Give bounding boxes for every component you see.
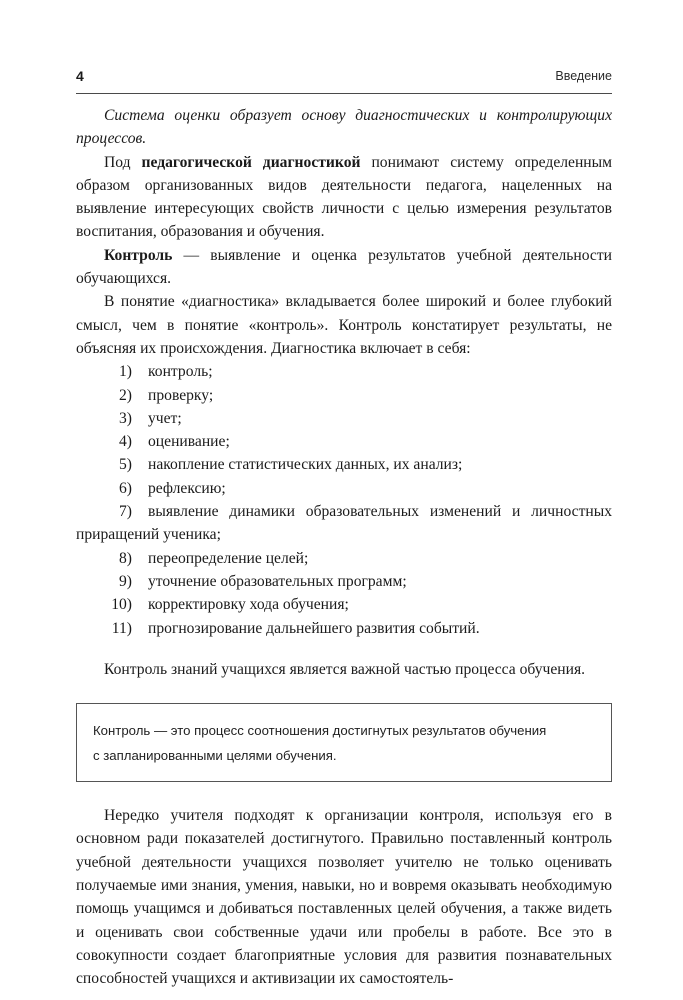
list-item-number: 10) (111, 596, 132, 614)
list-item (76, 477, 612, 500)
list-item (76, 570, 612, 593)
para2-bold-term: педагогической диагностикой (141, 153, 361, 171)
list-item (76, 547, 612, 570)
list-item-label: оценивание; (148, 433, 230, 451)
paragraph-teachers-approach: Нередко учителя подходят к организации контроля, используя его в основном ради показателей достигнутого. Правильно поставленный контроль учебной деятельности учащихся позволяет учителю не только оценивать получаемые ими знания, умения, навыки, но и вовремя оказывать необходимую помощь учащимся и добиваться поставленных целей обучения, а также видеть и оценивать свои собственные удачи или пробелы в работе. Все это в совокупности создает благоприятные условия для развития познавательных способностей учащихся и активизации их самостоятель- (76, 807, 612, 988)
list-item-label: контроль; (148, 363, 213, 381)
list-item-number: 2) (119, 386, 132, 404)
paragraph-pedagogical-diagnostics (76, 151, 612, 244)
list-item-label: учет; (148, 409, 182, 427)
page-number: 4 (76, 68, 84, 84)
list-item-number: 4) (119, 433, 132, 451)
list-item (76, 360, 612, 383)
list-item-label: корректировку хода обучения; (148, 596, 349, 614)
list-item (76, 453, 612, 476)
running-head-title: Введение (555, 69, 612, 83)
list-item (76, 384, 612, 407)
spacer (76, 681, 612, 703)
para2-lead: Под (104, 153, 142, 171)
list-item-number: 8) (119, 549, 132, 567)
list-item-label: выявление динамики образовательных изменений и личностных приращений ученика; (76, 503, 612, 544)
list-item-number: 5) (119, 456, 132, 474)
callout-line-1: Контроль — это процесс соотношения достигнутых результатов обучения (93, 723, 547, 739)
paragraph-control-importance: Контроль знаний учащихся является важной частью процесса обучения. (104, 660, 586, 678)
list-item (76, 430, 612, 453)
list-item-label: проверку; (148, 386, 214, 404)
para3-rest: — выявление и оценка результатов учебной деятельности обучающихся. (76, 246, 612, 288)
para3-bold-term: Контроль (104, 246, 173, 264)
running-head-rule (76, 93, 612, 94)
paragraph-diagnostics-scope: В понятие «диагностика» вкладывается более широкий и более глубокий смысл, чем в понятие «контроль». Контроль констатирует результаты, не объясняя их происхождения. Диагностика включает в себя: (76, 293, 612, 357)
paragraph-italic-intro: Система оценки образует основу диагностических и контролирующих процессов. (76, 107, 612, 148)
list-item-label: рефлексию; (148, 479, 226, 497)
list-item-number: 6) (119, 479, 132, 497)
spacer (76, 640, 612, 658)
page-content-area (76, 0, 612, 1000)
running-head (76, 68, 612, 90)
list-item (76, 407, 612, 430)
paragraph-control-definition (76, 244, 612, 291)
list-item-number: 7) (119, 503, 132, 521)
list-item (76, 500, 612, 547)
diagnostics-components-list (76, 360, 612, 640)
list-item-label: прогнозирование дальнейшего развития событий. (148, 619, 480, 637)
definition-callout-box (76, 703, 612, 782)
callout-line-2: с запланированными целями обучения. (93, 748, 337, 764)
body-column (76, 104, 612, 991)
list-item (76, 593, 612, 616)
list-item-label: переопределение целей; (148, 549, 309, 567)
list-item (76, 617, 612, 640)
list-item-number: 3) (119, 409, 132, 427)
list-item-label: накопление статистических данных, их анализ; (148, 456, 463, 474)
list-item-number: 1) (119, 363, 132, 381)
list-item-label: уточнение образовательных программ; (148, 572, 407, 590)
para2-rest: понимают систему определенным образом организованных видов деятельности педагога, нацеленных на выявление интересующих свойств личности с целью измерения результатов воспитания, образования и обучения. (76, 153, 612, 241)
list-item-number: 11) (111, 619, 132, 637)
spacer (76, 782, 612, 804)
list-item-number: 9) (119, 572, 132, 590)
